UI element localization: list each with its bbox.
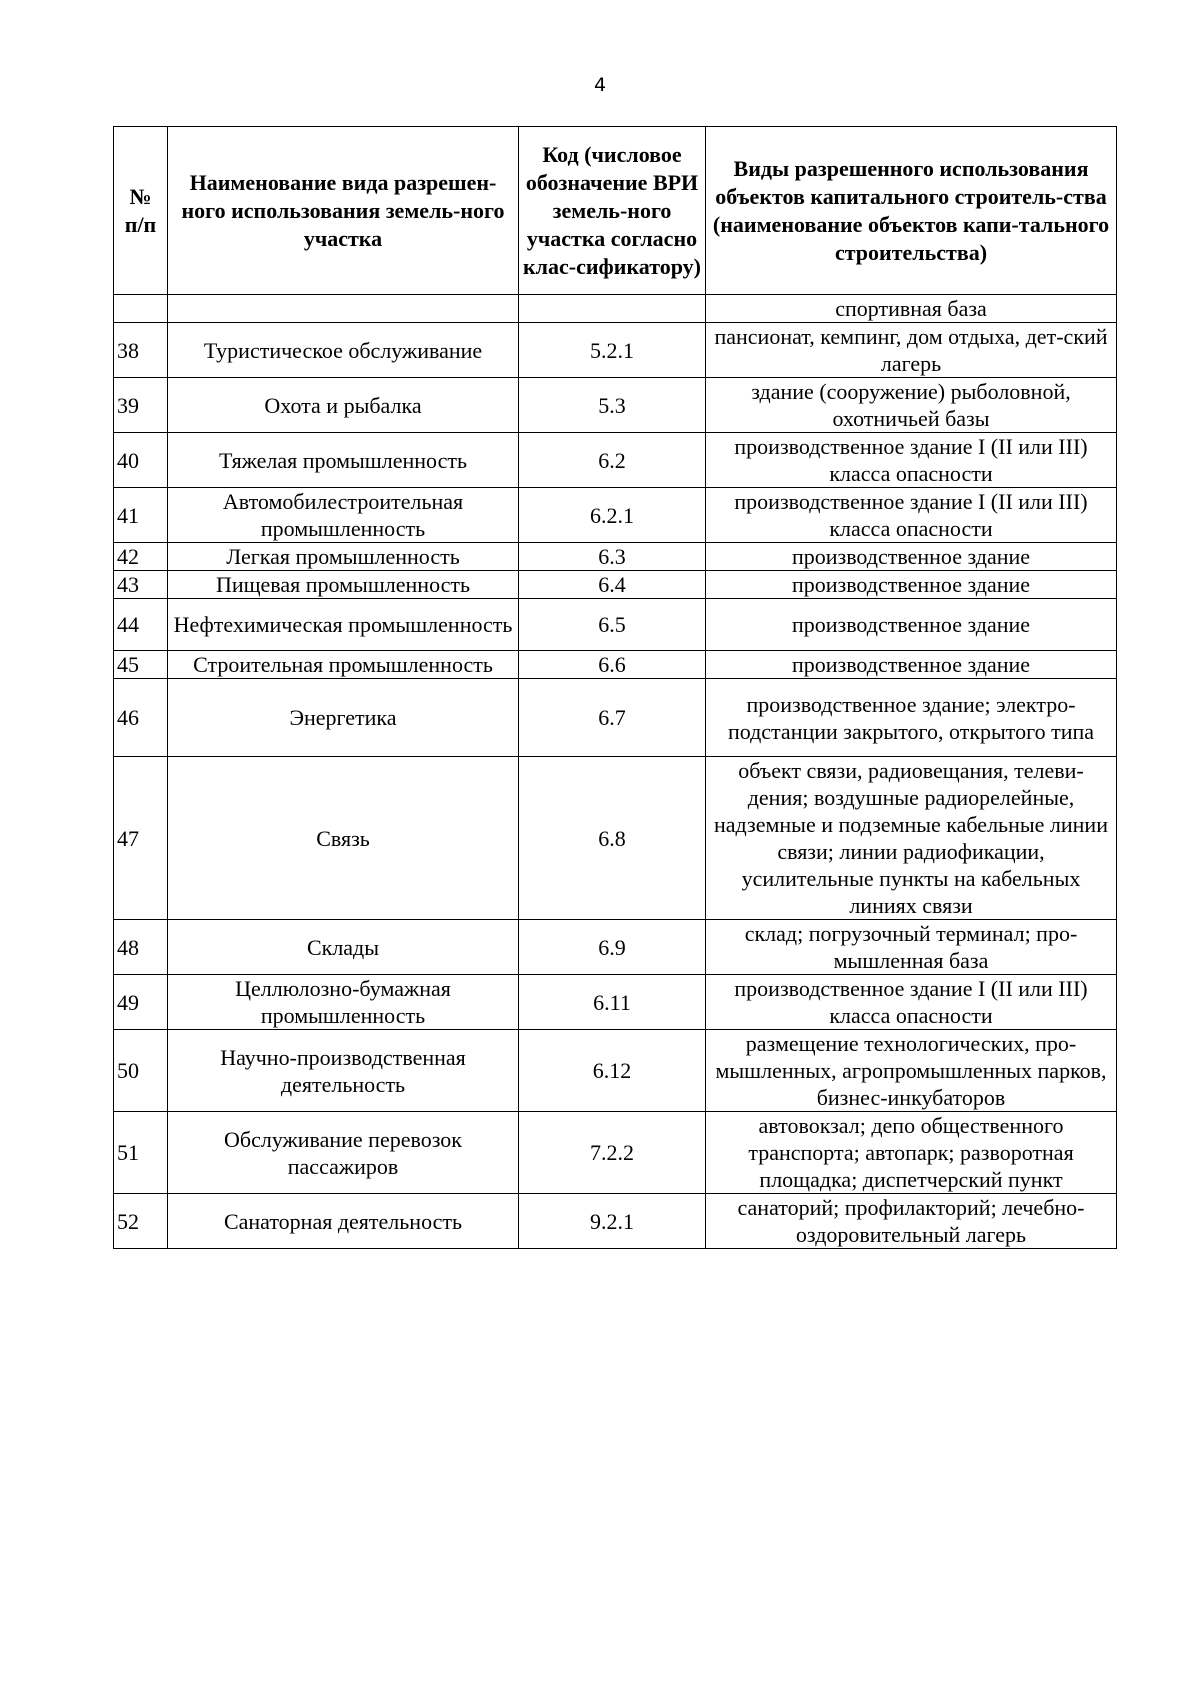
row-types: производственное здание; электро-подстанции закрытого, открытого типа xyxy=(706,679,1117,757)
row-code: 6.2.1 xyxy=(519,488,706,543)
row-code: 6.3 xyxy=(519,543,706,571)
row-name: Энергетика xyxy=(168,679,519,757)
table-row xyxy=(114,543,1117,571)
continuation-code xyxy=(519,295,706,323)
row-num: 43 xyxy=(114,571,168,599)
table-row xyxy=(114,1112,1117,1194)
continuation-name xyxy=(168,295,519,323)
header-num: № п/п xyxy=(114,127,168,295)
row-name: Склады xyxy=(168,920,519,975)
row-num: 50 xyxy=(114,1030,168,1112)
row-code: 9.2.1 xyxy=(519,1194,706,1249)
row-num: 45 xyxy=(114,651,168,679)
row-types: производственное здание xyxy=(706,543,1117,571)
row-num: 46 xyxy=(114,679,168,757)
table-row xyxy=(114,488,1117,543)
table-row xyxy=(114,975,1117,1030)
header-code: Код (числовое обозначение ВРИ земель-ного участка согласно клас-сификатору) xyxy=(519,127,706,295)
table-row xyxy=(114,651,1117,679)
table-row xyxy=(114,571,1117,599)
row-name: Строительная промышленность xyxy=(168,651,519,679)
land-use-table xyxy=(113,126,1117,1249)
row-num: 51 xyxy=(114,1112,168,1194)
row-name: Автомобилестроительная промышленность xyxy=(168,488,519,543)
row-types: размещение технологических, про-мышленных, агропромышленных парков, бизнес-инкубаторов xyxy=(706,1030,1117,1112)
row-code: 5.3 xyxy=(519,378,706,433)
row-code: 6.12 xyxy=(519,1030,706,1112)
header-row xyxy=(114,127,1117,295)
row-name: Тяжелая промышленность xyxy=(168,433,519,488)
row-num: 42 xyxy=(114,543,168,571)
row-types: склад; погрузочный терминал; про-мышленная база xyxy=(706,920,1117,975)
row-code: 6.7 xyxy=(519,679,706,757)
row-code: 6.5 xyxy=(519,599,706,651)
row-types: автовокзал; депо общественного транспорта; автопарк; разворотная площадка; диспетчерский пункт xyxy=(706,1112,1117,1194)
row-num: 38 xyxy=(114,323,168,378)
row-types: производственное здание xyxy=(706,571,1117,599)
row-code: 7.2.2 xyxy=(519,1112,706,1194)
row-name: Целлюлозно-бумажная промышленность xyxy=(168,975,519,1030)
row-types: производственное здание xyxy=(706,599,1117,651)
row-num: 48 xyxy=(114,920,168,975)
row-num: 39 xyxy=(114,378,168,433)
row-types: здание (сооружение) рыболовной, охотничьей базы xyxy=(706,378,1117,433)
row-code: 6.6 xyxy=(519,651,706,679)
table-header xyxy=(114,127,1117,295)
row-types: производственное здание I (II или III) класса опасности xyxy=(706,975,1117,1030)
row-name: Охота и рыбалка xyxy=(168,378,519,433)
row-num: 52 xyxy=(114,1194,168,1249)
row-code: 6.11 xyxy=(519,975,706,1030)
table-row xyxy=(114,378,1117,433)
row-name: Туристическое обслуживание xyxy=(168,323,519,378)
header-types: Виды разрешенного использования объектов капитального строитель-ства (наименование объектов капи-тального строительства) xyxy=(706,127,1117,295)
row-types: пансионат, кемпинг, дом отдыха, дет-ский лагерь xyxy=(706,323,1117,378)
table-row xyxy=(114,323,1117,378)
table-row xyxy=(114,920,1117,975)
row-name: Легкая промышленность xyxy=(168,543,519,571)
table-body xyxy=(114,295,1117,1249)
row-name: Нефтехимическая промышленность xyxy=(168,599,519,651)
row-code: 6.8 xyxy=(519,757,706,920)
row-code: 6.2 xyxy=(519,433,706,488)
row-types: санаторий; профилакторий; лечебно-оздоровительный лагерь xyxy=(706,1194,1117,1249)
row-types: объект связи, радиовещания, телеви-дения; воздушные радиорелейные, надземные и подземные кабельные линии связи; линии радиофикации, усилительные пункты на кабельных линиях связи xyxy=(706,757,1117,920)
table-row xyxy=(114,679,1117,757)
row-name: Пищевая промышленность xyxy=(168,571,519,599)
row-num: 47 xyxy=(114,757,168,920)
row-name: Санаторная деятельность xyxy=(168,1194,519,1249)
row-num: 40 xyxy=(114,433,168,488)
row-num: 44 xyxy=(114,599,168,651)
row-name: Научно-производственная деятельность xyxy=(168,1030,519,1112)
table-row xyxy=(114,599,1117,651)
row-types: производственное здание I (II или III) класса опасности xyxy=(706,488,1117,543)
continuation-num xyxy=(114,295,168,323)
row-name: Связь xyxy=(168,757,519,920)
row-num: 41 xyxy=(114,488,168,543)
row-name: Обслуживание перевозок пассажиров xyxy=(168,1112,519,1194)
table-row xyxy=(114,433,1117,488)
continuation-row xyxy=(114,295,1117,323)
header-name: Наименование вида разрешен-ного использования земель-ного участка xyxy=(168,127,519,295)
row-num: 49 xyxy=(114,975,168,1030)
table-row xyxy=(114,1194,1117,1249)
row-code: 6.9 xyxy=(519,920,706,975)
table-row xyxy=(114,1030,1117,1112)
continuation-types: спортивная база xyxy=(706,295,1117,323)
row-types: производственное здание xyxy=(706,651,1117,679)
table-row xyxy=(114,757,1117,920)
row-code: 5.2.1 xyxy=(519,323,706,378)
row-types: производственное здание I (II или III) класса опасности xyxy=(706,433,1117,488)
row-code: 6.4 xyxy=(519,571,706,599)
page-number: 4 xyxy=(593,74,607,96)
